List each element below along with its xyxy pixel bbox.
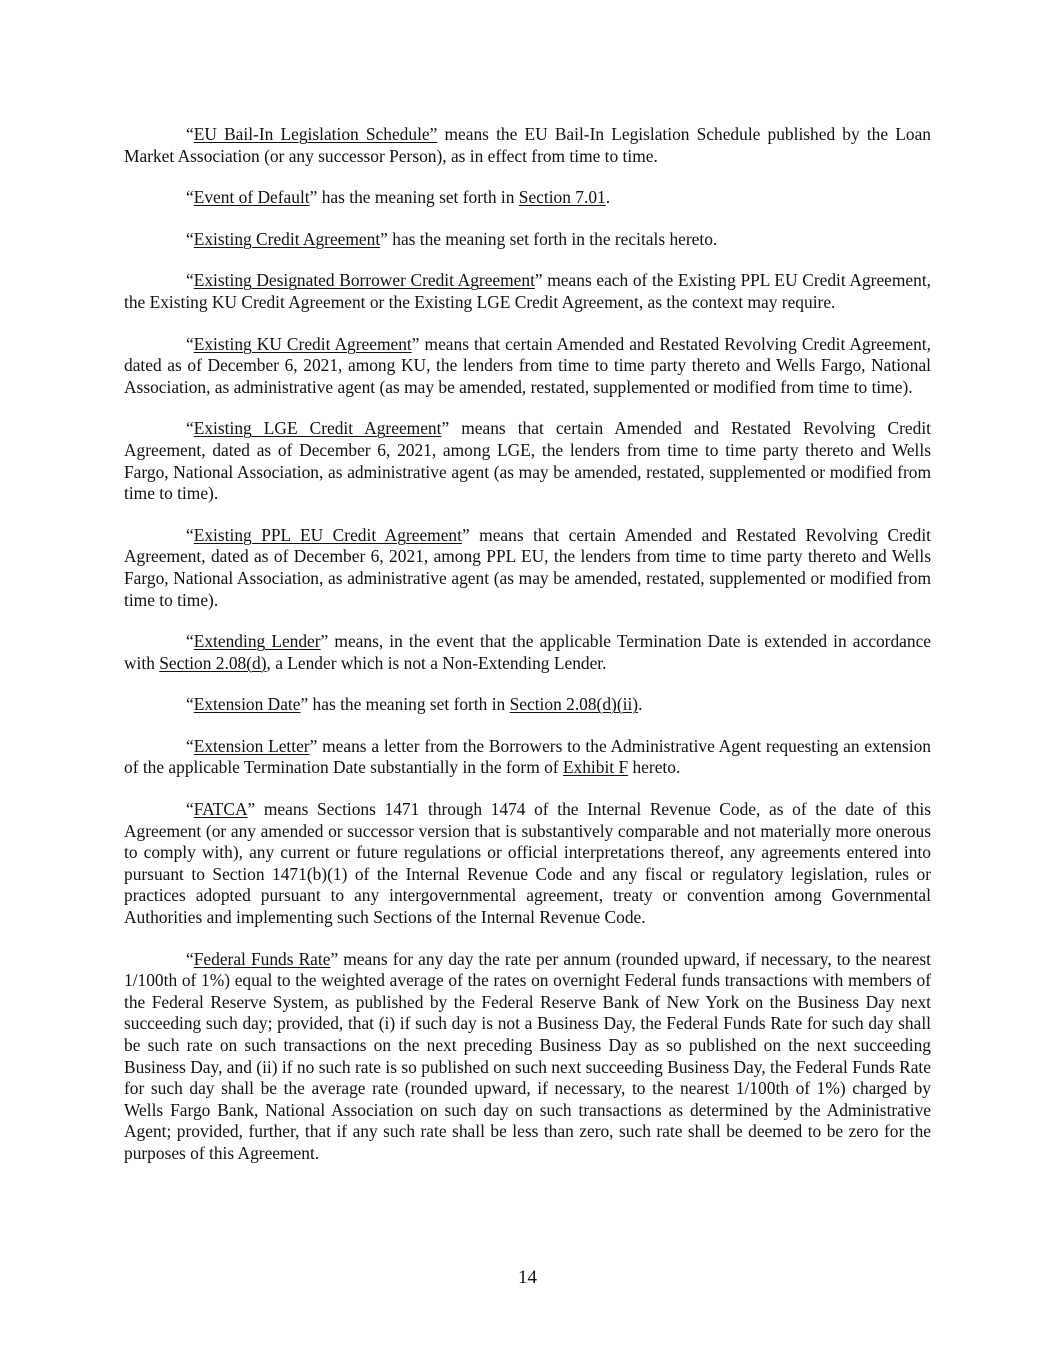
defined-term: Existing PPL EU Credit Agreement xyxy=(193,524,462,545)
definition-existing-designated-borrower-credit-agreement: “Existing Designated Borrower Credit Agreement” means each of the Existing PPL EU Credit Agreement, the Existing KU Credit Agreement or the Existing LGE Credit Agreement, as the context may require. xyxy=(124,270,931,312)
definition-eu-bail-in-legislation-schedule: “EU Bail-In Legislation Schedule” means the EU Bail-In Legislation Schedule published by the Loan Market Association (or any successor Person), as in effect from time to time. xyxy=(124,124,931,166)
defined-term: Extending Lender xyxy=(193,631,321,652)
definition-extension-letter: “Extension Letter” means a letter from the Borrowers to the Administrative Agent requesting an extension of the applicable Termination Date substantially in the form of Exhibit F hereto. xyxy=(124,735,931,778)
definition-fatca: “FATCA” means Sections 1471 through 1474 of the Internal Revenue Code, as of the date of this Agreement (or any amended or successor version that is substantively comparable and not materially more onerous to comply with), any current or future regulations or official interpretations thereof, any agreements entered into pursuant to Section 1471(b)(1) of the Internal Revenue Code and any fiscal or regulatory legislation, rules or practices adopted pursuant to any intergovernmental agreement, treaty or convention among Governmental Authorities and implementing such Sections of the Internal Revenue Code. xyxy=(124,799,931,928)
defined-term: Federal Funds Rate xyxy=(193,948,331,969)
definition-extension-date: “Extension Date” has the meaning set forth in Section 2.08(d)(ii). xyxy=(186,694,643,715)
defined-term: FATCA xyxy=(193,799,248,820)
exhibit-reference: Exhibit F xyxy=(562,757,629,778)
section-reference: Section 7.01 xyxy=(518,187,606,208)
defined-term: Existing LGE Credit Agreement xyxy=(193,418,442,439)
definition-extending-lender: “Extending Lender” means, in the event that the applicable Termination Date is extended in accordance with Section 2.08(d), a Lender which is not a Non-Extending Lender. xyxy=(124,631,932,673)
definition-federal-funds-rate: “Federal Funds Rate” means for any day the rate per annum (rounded upward, if necessary, to the nearest 1/100th of 1%) equal to the weighted average of the rates on overnight Federal funds transactions with members of the Federal Reserve System, as published by the Federal Reserve Bank of New York on the Business Day next succeeding such day; provided, that (i) if such day is not a Business Day, the Federal Funds Rate for such day shall be such rate on such transactions on the next preceding Business Day as so published on the next succeeding Business Day, and (ii) if no such rate is so published on such next succeeding Business Day, the Federal Funds Rate for such day shall be the average rate (rounded upward, if necessary, to the nearest 1/100th of 1%) charged by Wells Fargo Bank, National Association on such day on such transactions as determined by the Administrative Agent; provided, further, that if any such rate shall be less than zero, such rate shall be deemed to be zero for the purposes of this Agreement. xyxy=(124,948,931,1163)
defined-term: EU Bail-In Legislation Schedule” xyxy=(193,124,438,144)
defined-term: Event of Default xyxy=(193,187,310,208)
defined-term: Extension Letter xyxy=(193,735,310,756)
definition-existing-credit-agreement: “Existing Credit Agreement” has the meaning set forth in the recitals hereto. xyxy=(186,228,718,249)
defined-term: Existing KU Credit Agreement xyxy=(193,333,412,354)
definition-event-of-default: “Event of Default” has the meaning set forth in Section 7.01. xyxy=(186,187,611,208)
definition-existing-ku-credit-agreement: “Existing KU Credit Agreement” means that certain Amended and Restated Revolving Credit Agreement, dated as of December 6, 2021, among KU, the lenders from time to time party thereto and Wells Fargo, National Association, as administrative agent (as may be amended, restated, supplemented or modified from time to time). xyxy=(124,333,931,397)
defined-term: Extension Date xyxy=(193,694,301,715)
section-reference: Section 2.08(d)(ii) xyxy=(509,694,639,715)
page-number: 14 xyxy=(518,1267,537,1288)
document-page xyxy=(124,124,931,1185)
definition-existing-lge-credit-agreement: “Existing LGE Credit Agreement” means that certain Amended and Restated Revolving Credit Agreement, dated as of December 6, 2021, among LGE, the lenders from time to time party thereto and Wells Fargo, National Association, as administrative agent (as may be amended, restated, supplemented or modified from time to time). xyxy=(124,418,931,504)
defined-term: Existing Credit Agreement xyxy=(193,228,381,249)
definition-existing-ppl-eu-credit-agreement: “Existing PPL EU Credit Agreement” means that certain Amended and Restated Revolving Credit Agreement, dated as of December 6, 2021, among PPL EU, the lenders from time to time party thereto and Wells Fargo, National Association, as administrative agent (as may be amended, restated, supplemented or modified from time to time). xyxy=(124,524,931,610)
section-reference: Section 2.08(d) xyxy=(159,652,267,673)
defined-term: Existing Designated Borrower Credit Agreement xyxy=(193,270,535,291)
